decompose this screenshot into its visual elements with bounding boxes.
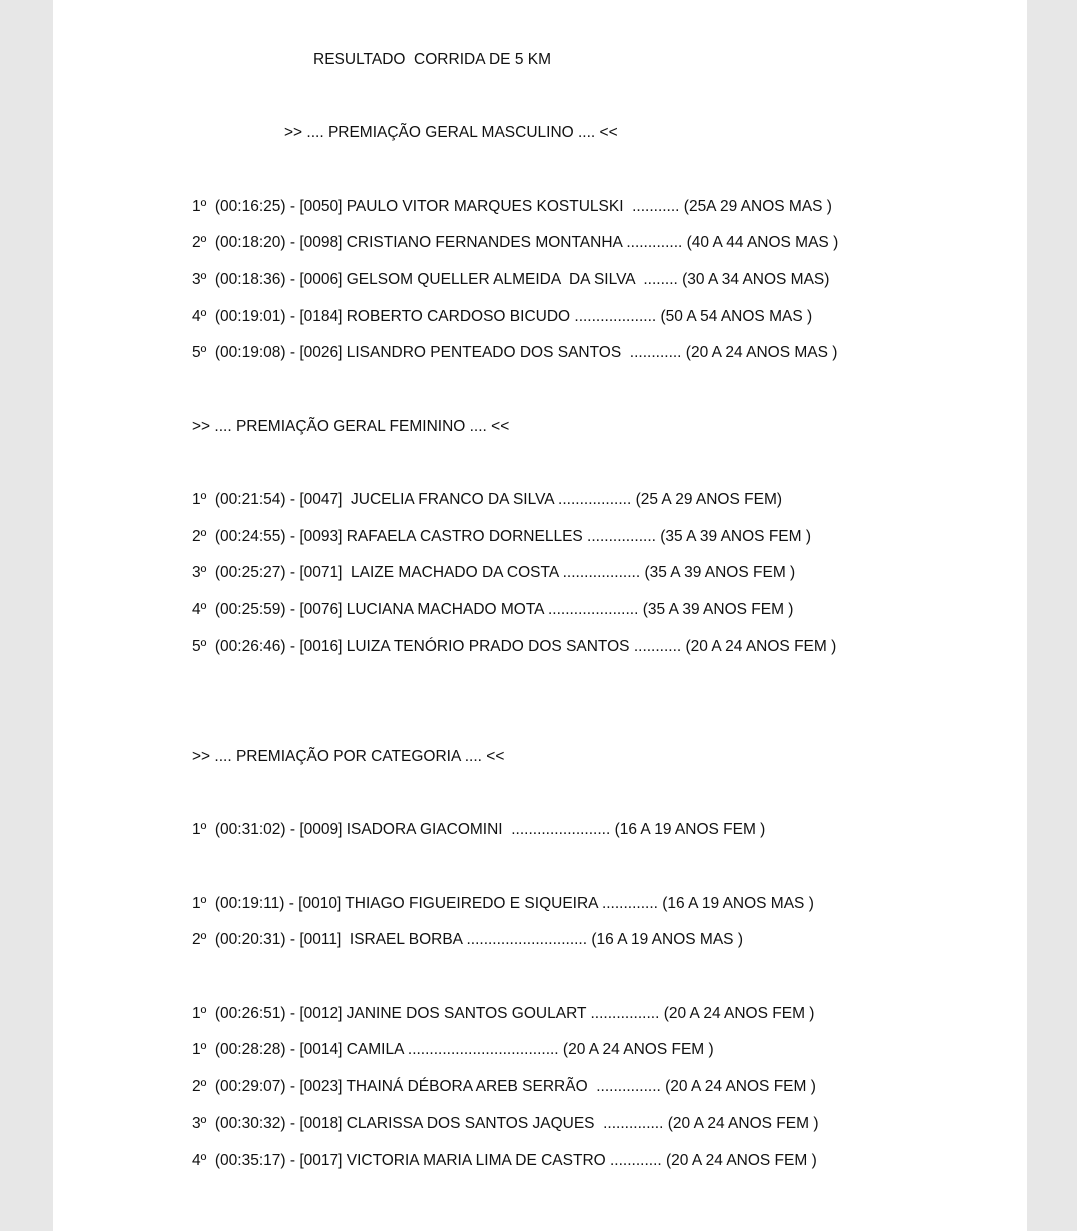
section-heading-feminino: >> .... PREMIAÇÃO GERAL FEMININO .... <<	[192, 418, 510, 435]
document-page	[53, 0, 1027, 1231]
result-line: 4º (00:19:01) - [0184] ROBERTO CARDOSO BICUDO ................... (50 A 54 ANOS MAS )	[192, 308, 813, 325]
section-heading-categoria: >> .... PREMIAÇÃO POR CATEGORIA .... <<	[192, 748, 505, 765]
result-line: 1º (00:31:02) - [0009] ISADORA GIACOMINI ....................... (16 A 19 ANOS FEM )	[192, 821, 766, 838]
result-line: 5º (00:19:08) - [0026] LISANDRO PENTEADO DOS SANTOS ............ (20 A 24 ANOS MAS )	[192, 344, 838, 361]
result-line: 1º (00:19:11) - [0010] THIAGO FIGUEIREDO E SIQUEIRA ............. (16 A 19 ANOS MAS )	[192, 895, 814, 912]
result-line: 4º (00:35:17) - [0017] VICTORIA MARIA LIMA DE CASTRO ............ (20 A 24 ANOS FEM )	[192, 1152, 817, 1169]
section-heading-masculino: >> .... PREMIAÇÃO GERAL MASCULINO .... <<	[284, 124, 618, 141]
result-line: 3º (00:30:32) - [0018] CLARISSA DOS SANTOS JAQUES .............. (20 A 24 ANOS FEM )	[192, 1115, 819, 1132]
result-line: 1º (00:26:51) - [0012] JANINE DOS SANTOS GOULART ................ (20 A 24 ANOS FEM )	[192, 1005, 815, 1022]
result-line: 3º (00:25:27) - [0071] LAIZE MACHADO DA COSTA .................. (35 A 39 ANOS FEM )	[192, 564, 796, 581]
result-line: 3º (00:18:36) - [0006] GELSOM QUELLER ALMEIDA DA SILVA ........ (30 A 34 ANOS MAS)	[192, 271, 830, 288]
result-line: 2º (00:20:31) - [0011] ISRAEL BORBA ............................ (16 A 19 ANOS MAS )	[192, 931, 743, 948]
result-line: 1º (00:16:25) - [0050] PAULO VITOR MARQUES KOSTULSKI ........... (25A 29 ANOS MAS )	[192, 198, 832, 215]
result-line: 5º (00:26:46) - [0016] LUIZA TENÓRIO PRADO DOS SANTOS ........... (20 A 24 ANOS FEM )	[192, 638, 837, 655]
result-line: 1º (00:21:54) - [0047] JUCELIA FRANCO DA SILVA ................. (25 A 29 ANOS FEM)	[192, 491, 783, 508]
result-line: 2º (00:29:07) - [0023] THAINÁ DÉBORA AREB SERRÃO ............... (20 A 24 ANOS FEM )	[192, 1078, 816, 1095]
result-line: 4º (00:25:59) - [0076] LUCIANA MACHADO MOTA ..................... (35 A 39 ANOS FEM )	[192, 601, 794, 618]
document-title: RESULTADO CORRIDA DE 5 KM	[313, 51, 551, 68]
result-line: 2º (00:24:55) - [0093] RAFAELA CASTRO DORNELLES ................ (35 A 39 ANOS FEM )	[192, 528, 812, 545]
result-line: 2º (00:18:20) - [0098] CRISTIANO FERNANDES MONTANHA ............. (40 A 44 ANOS MAS )	[192, 234, 839, 251]
result-line: 1º (00:28:28) - [0014] CAMILA ................................... (20 A 24 ANOS FEM )	[192, 1041, 714, 1058]
